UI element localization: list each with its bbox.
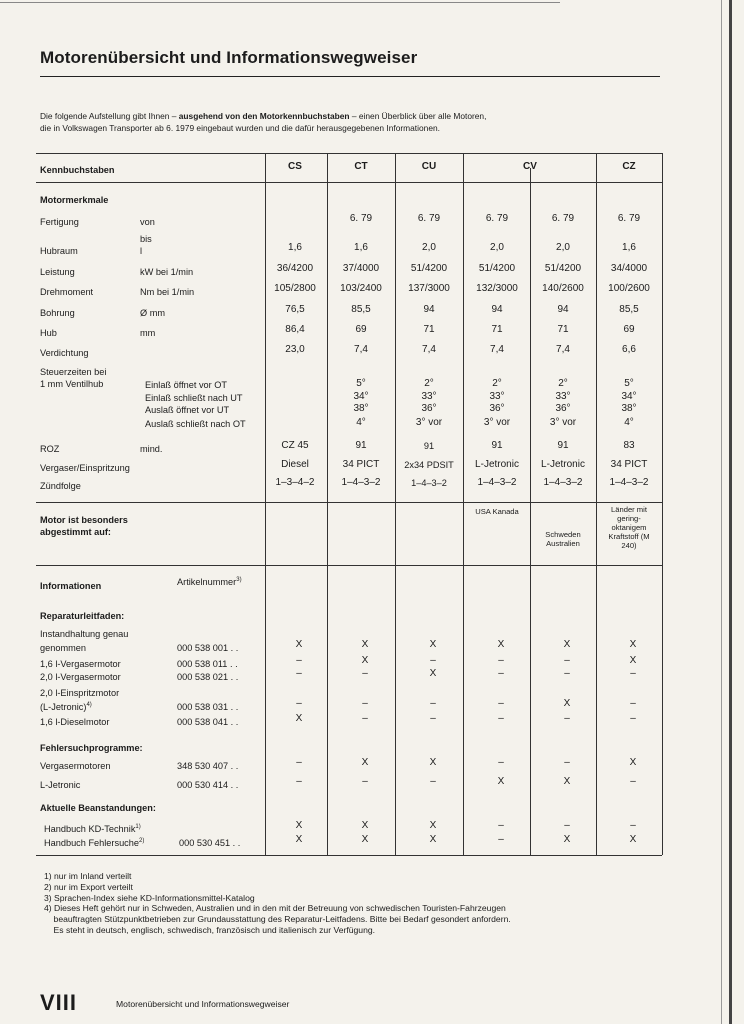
row-label-2: Hubraum xyxy=(40,246,78,256)
timing-val-2-1: 33° xyxy=(421,391,437,402)
row2-1-val-4: L-Jetronic xyxy=(541,459,585,470)
row-unit-5: Ø mm xyxy=(140,308,166,318)
intro-pre: Die folgende Aufstellung gibt Ihnen – xyxy=(40,111,179,121)
fault-0-val-2: X xyxy=(429,757,437,768)
issue-article-1: 000 530 451 . . xyxy=(179,838,241,848)
page-number: VIII xyxy=(40,990,78,1015)
repair-4-val-3: – xyxy=(498,713,504,724)
engine-code-cs: CS xyxy=(288,161,302,172)
row2-0-val-3: 91 xyxy=(491,440,503,451)
engine-code-ct: CT xyxy=(354,161,368,172)
fault-1-val-0: – xyxy=(296,776,302,787)
tuned-4: Schweden Australien xyxy=(545,530,581,548)
fault-article-1: 000 530 414 . . xyxy=(177,780,239,790)
row2-2-val-2: 1–4–3–2 xyxy=(411,478,447,488)
row-0-val-5: 6. 79 xyxy=(617,213,641,224)
tuned-3: USA Kanada xyxy=(475,507,519,516)
article-label: Artikelnummer$^{3)}$ xyxy=(177,576,242,587)
timing-val-1-2: 38° xyxy=(353,403,369,414)
repair-0-val-1: X xyxy=(361,639,369,650)
repair-2-val-0: – xyxy=(296,668,302,679)
issue-0-val-0: X xyxy=(295,820,303,831)
fault-label-0: Vergasermotoren xyxy=(40,761,111,771)
row-2-val-5: 1,6 xyxy=(622,242,636,253)
row2-1-val-3: L-Jetronic xyxy=(475,459,519,470)
engine-code-cz: CZ xyxy=(622,161,636,172)
row-4-val-4: 140/2600 xyxy=(542,283,584,294)
col-divider-3 xyxy=(463,153,464,855)
row-5-val-5: 85,5 xyxy=(619,304,639,315)
row-4-val-3: 132/3000 xyxy=(476,283,518,294)
row-5-val-2: 94 xyxy=(423,304,435,315)
row-3-val-2: 51/4200 xyxy=(410,263,448,274)
fault-0-val-0: – xyxy=(296,757,302,768)
row-7-val-4: 7,4 xyxy=(556,344,570,355)
row-label-5: Bohrung xyxy=(40,308,75,318)
col-divider-1 xyxy=(327,153,328,855)
row-unit-4: Nm bei 1/min xyxy=(140,287,195,297)
row-6-val-3: 71 xyxy=(491,324,503,335)
issue-0-val-1: X xyxy=(361,820,369,831)
row-5-val-0: 76,5 xyxy=(285,304,305,315)
running-title: Motorenübersicht und Informationswegweiser xyxy=(116,999,290,1009)
issue-sup-0: 1) xyxy=(135,823,141,830)
repair-article-3: 000 538 031 . . xyxy=(177,702,239,712)
repair-0-val-0: X xyxy=(295,639,303,650)
repair-0-val-2: X xyxy=(429,639,437,650)
row-7-val-0: 23,0 xyxy=(285,344,305,355)
repair-article-1: 000 538 011 . . xyxy=(177,659,238,669)
tuned-label-2: abgestimmt auf: xyxy=(40,527,111,537)
issue-1-val-2: X xyxy=(429,834,437,845)
timing-label-1: Steuerzeiten bei xyxy=(40,367,107,377)
row-3-val-5: 34/4000 xyxy=(610,263,648,274)
repair-3-val-3: – xyxy=(498,698,504,709)
table-rule-1 xyxy=(36,182,662,183)
row-label-6: Hub xyxy=(40,328,57,338)
fault-0-val-3: – xyxy=(498,757,504,768)
repair-3-val-1: – xyxy=(362,698,368,709)
timing-val-4-3: 3° vor xyxy=(549,417,577,428)
row-6-val-2: 71 xyxy=(423,324,435,335)
fault-1-val-4: X xyxy=(563,776,571,787)
row-4-val-2: 137/3000 xyxy=(408,283,450,294)
issue-1-val-4: X xyxy=(563,834,571,845)
col-divider-5 xyxy=(596,153,597,855)
fault-1-val-1: – xyxy=(362,776,368,787)
issue-1-val-1: X xyxy=(361,834,369,845)
tuned-5: Länder mit gering-oktanigem Kraftstoff (M 240) xyxy=(608,505,650,550)
row-0-val-2: 6. 79 xyxy=(417,213,441,224)
table-rule-3 xyxy=(36,565,662,566)
intro-line-2: die in Volkswagen Transporter ab 6. 1979 eingebaut wurden und die dafür herausgegebenen Informationen. xyxy=(40,123,440,133)
row-7-val-2: 7,4 xyxy=(422,344,436,355)
row-0-val-3: 6. 79 xyxy=(485,213,509,224)
repair-2-val-3: – xyxy=(498,668,504,679)
info-label: Informationen xyxy=(40,581,102,591)
intro-post: – einen Überblick über alle Motoren, xyxy=(349,111,487,121)
repair-4-val-0: X xyxy=(295,713,303,724)
timing-sub-0: Einlaß öffnet vor OT xyxy=(145,380,228,390)
row2-2-val-4: 1–4–3–2 xyxy=(543,477,583,488)
row-4-val-5: 100/2600 xyxy=(608,283,650,294)
repair-article-0: 000 538 001 . . xyxy=(177,643,239,653)
repair-4-val-5: – xyxy=(630,713,636,724)
row-4-val-1: 103/2400 xyxy=(340,283,382,294)
repair-0-val-5: X xyxy=(629,639,637,650)
issues-heading: Aktuelle Beanstandungen: xyxy=(40,803,156,813)
row-6-val-1: 69 xyxy=(355,324,367,335)
timing-val-5-0: 5° xyxy=(624,378,634,389)
row2-1-val-2: 2x34 PDSIT xyxy=(404,460,454,470)
timing-val-1-0: 5° xyxy=(356,378,366,389)
row-6-val-4: 71 xyxy=(557,324,569,335)
row-2-val-0: 1,6 xyxy=(288,242,302,253)
fault-label-1: L-Jetronic xyxy=(40,780,81,790)
row-3-val-4: 51/4200 xyxy=(544,263,582,274)
row-2-val-2: 2,0 xyxy=(422,242,436,253)
row-label-0: Fertigung xyxy=(40,217,79,227)
row-unit-3: kW bei 1/min xyxy=(140,267,194,277)
row2-1-val-1: 34 PICT xyxy=(342,459,380,470)
row2-unit-0: mind. xyxy=(140,444,163,454)
fault-0-val-5: X xyxy=(629,757,637,768)
row-5-val-3: 94 xyxy=(491,304,503,315)
repair-4-val-4: – xyxy=(564,713,570,724)
row-unit-0: von xyxy=(140,217,155,227)
issue-0-val-2: X xyxy=(429,820,437,831)
article-sup: 3) xyxy=(236,576,242,583)
footnote-1: 2) nur im Export verteilt xyxy=(44,881,133,892)
col-divider-right xyxy=(662,153,663,855)
repair-label1-3: 2,0 l-Einspritzmotor xyxy=(40,688,120,698)
issue-0-val-4: – xyxy=(564,820,570,831)
intro-bold: ausgehend von den Motorkennbuchstaben xyxy=(178,111,350,121)
repair-3-val-0: – xyxy=(296,698,302,709)
row-0-val-4: 6. 79 xyxy=(551,213,575,224)
repair-2-val-1: – xyxy=(362,668,368,679)
engine-code-cu: CU xyxy=(421,161,437,172)
issue-sup-1: 2) xyxy=(139,837,145,844)
row2-1-val-0: Diesel xyxy=(281,459,309,470)
row-0-val-1: 6. 79 xyxy=(349,213,373,224)
repair-0-val-3: X xyxy=(497,639,505,650)
row-unit-2: l xyxy=(140,246,143,256)
row-2-val-3: 2,0 xyxy=(490,242,504,253)
footnote-3: 4) Dieses Heft gehört nur in Schweden, Australien und in den mit der Betreuung von schwedischen Touristen-Fahrzeugen xyxy=(44,903,506,914)
row-label-3: Leistung xyxy=(40,267,75,277)
timing-val-3-3: 3° vor xyxy=(483,417,511,428)
row-4-val-0: 105/2800 xyxy=(274,283,316,294)
row-2-val-1: 1,6 xyxy=(354,242,368,253)
repair-3-val-5: – xyxy=(630,698,636,709)
footnote-4: beauftragten Stützpunktbetrieben zur Grundausstattung des Reparatur-Leitfadens. Bitte bei Bedarf gesondert anfordern. xyxy=(44,914,511,925)
repair-4-val-2: – xyxy=(430,713,436,724)
issue-1-val-5: X xyxy=(629,834,637,845)
repair-heading: Reparaturleitfaden: xyxy=(40,611,125,621)
page-title: Motorenübersicht und Informationswegweiser xyxy=(40,48,418,67)
row2-label-1: Vergaser/Einspritzung xyxy=(40,463,130,473)
issue-0-val-5: – xyxy=(630,820,636,831)
repair-2-val-2: X xyxy=(429,668,437,679)
repair-1-val-0: – xyxy=(296,655,302,666)
row2-0-val-1: 91 xyxy=(355,440,367,451)
fault-0-val-1: X xyxy=(361,757,369,768)
fault-1-val-3: X xyxy=(497,776,505,787)
repair-2-val-5: – xyxy=(630,668,636,679)
row-3-val-3: 51/4200 xyxy=(478,263,516,274)
repair-3-val-2: – xyxy=(430,698,436,709)
timing-val-4-2: 36° xyxy=(555,403,571,414)
timing-val-2-0: 2° xyxy=(424,378,434,389)
table-rule-4 xyxy=(36,855,662,856)
row-3-val-1: 37/4000 xyxy=(342,263,380,274)
timing-val-1-3: 4° xyxy=(356,417,366,428)
timing-val-4-1: 33° xyxy=(555,391,571,402)
col-divider-2 xyxy=(395,153,396,855)
repair-0-val-4: X xyxy=(563,639,571,650)
issue-0-val-3: – xyxy=(498,820,504,831)
timing-val-3-1: 33° xyxy=(489,391,505,402)
row2-0-val-4: 91 xyxy=(557,440,569,451)
engine-code-cv: CV xyxy=(523,161,537,172)
footnote-2: 3) Sprachen-Index siehe KD-Informationsmittel-Katalog xyxy=(44,892,255,903)
repair-label2-1: 1,6 l-Vergasermotor xyxy=(40,659,121,669)
row2-0-val-2: 91 xyxy=(423,441,435,451)
repair-article-2: 000 538 021 . . xyxy=(177,672,239,682)
repair-label1-0: Instandhaltung genau xyxy=(40,629,129,639)
repair-label2-3: (L-Jetronic)$^{4)}$ xyxy=(40,701,92,712)
row2-1-val-5: 34 PICT xyxy=(610,459,648,470)
row2-2-val-3: 1–4–3–2 xyxy=(477,477,517,488)
row-7-val-5: 6,6 xyxy=(622,344,636,355)
row2-2-val-5: 1–4–3–2 xyxy=(609,477,649,488)
row-6-val-0: 86,4 xyxy=(285,324,305,335)
repair-label2-0: genommen xyxy=(40,643,86,653)
row-3-val-0: 36/4200 xyxy=(276,263,314,274)
footnote-5: Es steht in deutsch, englisch, schwedisch, französisch und italienisch zur Verfügung. xyxy=(44,925,376,935)
row-2-val-4: 2,0 xyxy=(556,242,570,253)
col-divider-4 xyxy=(530,168,531,855)
repair-1-val-5: X xyxy=(629,655,637,666)
row-unit-1: bis xyxy=(140,234,152,244)
tuned-label-1: Motor ist besonders xyxy=(40,515,128,525)
timing-val-3-2: 36° xyxy=(489,403,505,414)
repair-2-val-4: – xyxy=(564,668,570,679)
row2-0-val-0: CZ 45 xyxy=(281,440,309,451)
timing-val-1-1: 34° xyxy=(353,391,369,402)
row2-label-0: ROZ xyxy=(40,444,60,454)
fault-article-0: 348 530 407 . . xyxy=(177,761,239,771)
repair-article-4: 000 538 041 . . xyxy=(177,717,239,727)
fault-1-val-5: – xyxy=(630,776,636,787)
row-label-7: Verdichtung xyxy=(40,348,89,358)
repair-1-val-1: X xyxy=(361,655,369,666)
footnote-0: 1) nur im Inland verteilt xyxy=(44,871,132,881)
table-rule-0 xyxy=(36,153,662,154)
timing-val-4-0: 2° xyxy=(558,378,568,389)
repair-label2-4: 1,6 l-Dieselmotor xyxy=(40,717,110,727)
row2-0-val-5: 83 xyxy=(623,440,635,451)
row-label-4: Drehmoment xyxy=(40,287,94,297)
timing-sub-1: Einlaß schließt nach UT xyxy=(145,393,243,403)
timing-sub-2: Auslaß öffnet vor UT xyxy=(145,405,230,415)
issue-1-val-0: X xyxy=(295,834,303,845)
timing-val-2-2: 36° xyxy=(421,403,437,414)
timing-val-5-1: 34° xyxy=(621,391,637,402)
timing-val-2-3: 3° vor xyxy=(415,417,443,428)
repair-1-val-2: – xyxy=(430,655,436,666)
header-kennbuchstaben: Kennbuchstaben xyxy=(40,165,115,175)
timing-val-3-0: 2° xyxy=(492,378,502,389)
repair-4-val-1: – xyxy=(362,713,368,724)
row-6-val-5: 69 xyxy=(623,324,635,335)
issue-1-val-3: – xyxy=(498,834,504,845)
repair-1-val-4: – xyxy=(564,655,570,666)
timing-val-5-2: 38° xyxy=(621,403,637,414)
repair-1-val-3: – xyxy=(498,655,504,666)
issue-label-0: Handbuch KD-Technik$^{1)}$ xyxy=(44,823,141,834)
repair-3-val-4: X xyxy=(563,698,571,709)
table-rule-2 xyxy=(36,502,662,503)
repair-label2-2: 2,0 l-Vergasermotor xyxy=(40,672,121,682)
section-motormerkmale: Motormerkmale xyxy=(40,195,109,205)
row-unit-6: mm xyxy=(140,328,156,338)
fault-0-val-4: – xyxy=(564,757,570,768)
col-divider-0 xyxy=(265,153,266,855)
timing-val-5-3: 4° xyxy=(624,417,634,428)
row2-2-val-0: 1–3–4–2 xyxy=(275,477,315,488)
row-7-val-1: 7,4 xyxy=(354,344,368,355)
row-5-val-1: 85,5 xyxy=(351,304,371,315)
fault-heading: Fehlersuchprogramme: xyxy=(40,743,143,753)
timing-label-2: 1 mm Ventilhub xyxy=(40,379,104,389)
repair-sup-3: 4) xyxy=(86,701,92,708)
row2-2-val-1: 1–4–3–2 xyxy=(341,477,381,488)
fault-1-val-2: – xyxy=(430,776,436,787)
timing-sub-3: Auslaß schließt nach OT xyxy=(145,419,246,429)
row2-label-2: Zündfolge xyxy=(40,481,81,491)
issue-label-1: Handbuch Fehlersuche$^{2)}$ xyxy=(44,837,145,848)
row-5-val-4: 94 xyxy=(557,304,569,315)
row-7-val-3: 7,4 xyxy=(490,344,504,355)
